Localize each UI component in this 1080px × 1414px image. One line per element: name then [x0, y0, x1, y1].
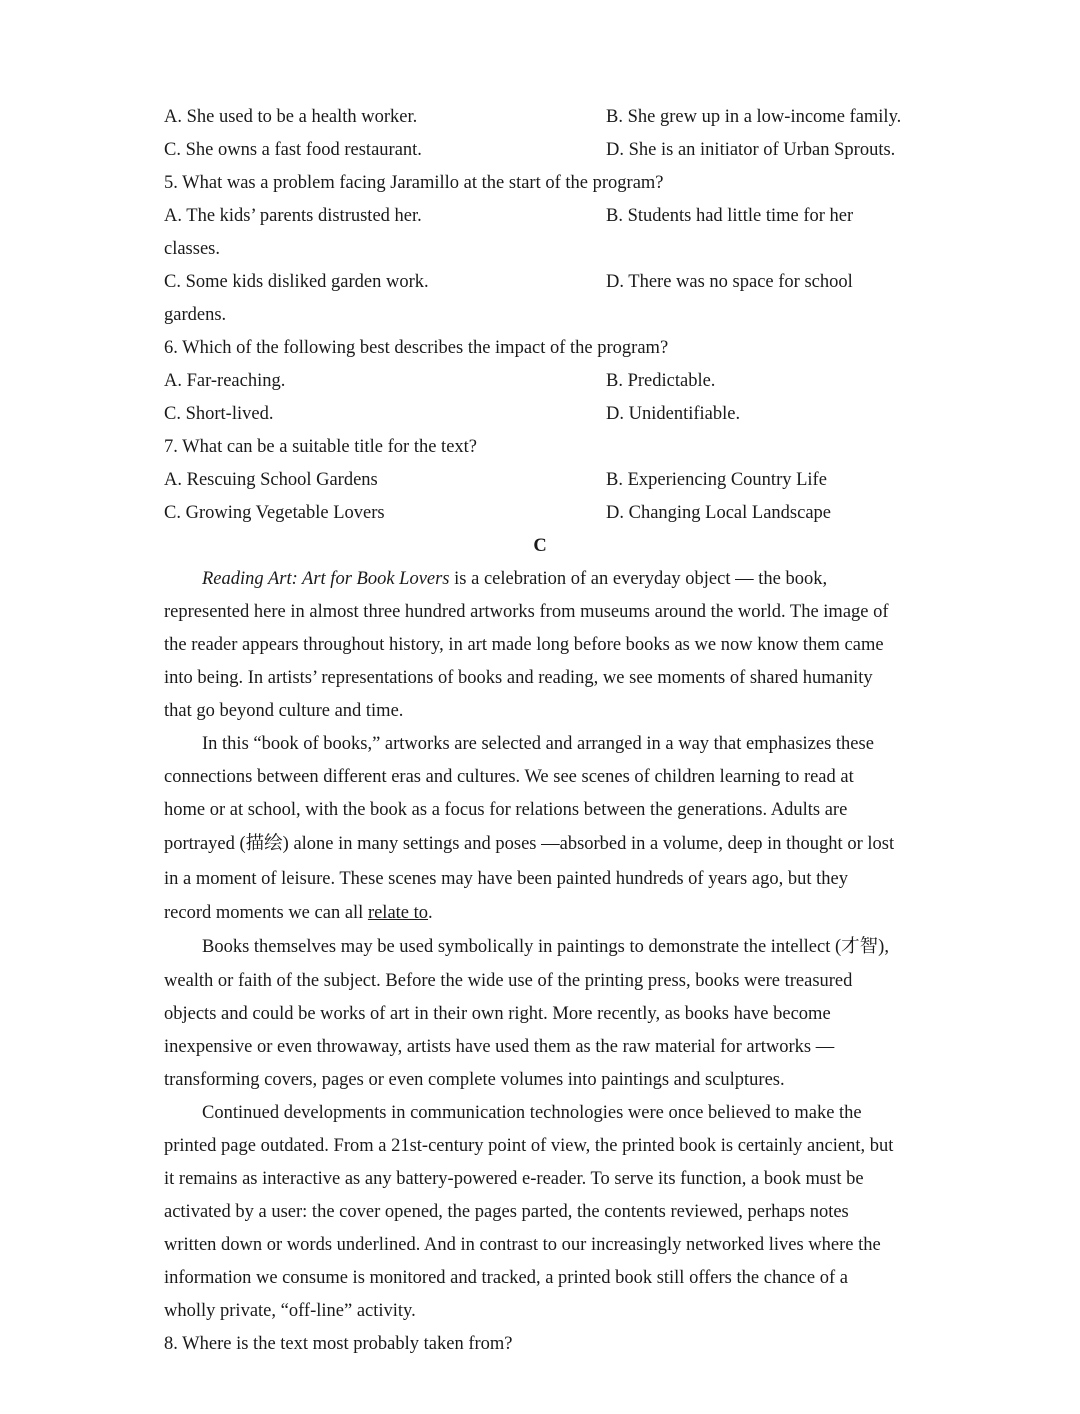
paragraph-line: Books themselves may be used symbolically in paintings to demonstrate the intellect (才智), [202, 937, 889, 957]
paragraph-text: is a celebration of an everyday object — the book, [449, 569, 828, 589]
book-title: Reading Art: Art for Book Lovers [202, 569, 450, 589]
passage-paragraph-1 [164, 563, 916, 728]
q5-option-d-continuation: gardens. [164, 305, 227, 325]
passage-paragraph-2 [164, 728, 916, 930]
paragraph-line: home or at school, with the book as a focus for relations between the generations. Adults are [164, 800, 848, 820]
q5-question: 5. What was a problem facing Jaramillo at the start of the program? [164, 173, 664, 193]
paragraph-line: printed page outdated. From a 21st-century point of view, the printed book is certainly ancient, but [164, 1136, 894, 1156]
q5-option-b-continuation: classes. [164, 239, 220, 259]
q6-option-c: C. Short-lived. [164, 404, 274, 424]
q6-options-row-2 [164, 398, 916, 431]
q4-option-c: C. She owns a fast food restaurant. [164, 140, 422, 160]
paragraph-line: activated by a user: the cover opened, the pages parted, the contents reviewed, perhaps notes [164, 1202, 849, 1222]
paragraph-line: the reader appears throughout history, in art made long before books as we now know them came [164, 635, 884, 655]
paragraph-line: information we consume is monitored and tracked, a printed book still offers the chance of a [164, 1268, 848, 1288]
q4-option-b: B. She grew up in a low-income family. [606, 107, 902, 127]
paragraph-line: wholly private, “off-line” activity. [164, 1301, 416, 1321]
q5-option-c: C. Some kids disliked garden work. [164, 272, 429, 292]
q4-options-row-1 [164, 101, 916, 134]
q5-option-d: D. There was no space for school [606, 272, 853, 292]
q4-options-row-2 [164, 134, 916, 167]
q7-options-row-1 [164, 464, 916, 497]
q8-question: 8. Where is the text most probably taken from? [164, 1334, 513, 1354]
paragraph-line: connections between different eras and cultures. We see scenes of children learning to read at [164, 767, 854, 787]
q7-option-d: D. Changing Local Landscape [606, 503, 832, 523]
q6-options-row-1 [164, 365, 916, 398]
q7-options-row-2 [164, 497, 916, 530]
paragraph-line [164, 897, 916, 930]
q5-option-b: B. Students had little time for her [606, 206, 854, 226]
paragraph-line: In this “book of books,” artworks are selected and arranged in a way that emphasizes these [202, 734, 874, 754]
page-content [164, 101, 916, 1361]
q4-option-a: A. She used to be a health worker. [164, 107, 418, 127]
paragraph-text: record moments we can all [164, 903, 368, 923]
q6-option-d: D. Unidentifiable. [606, 404, 741, 424]
q5-options-row-2 [164, 266, 916, 299]
q5-options-row-1 [164, 200, 916, 233]
q7-option-a: A. Rescuing School Gardens [164, 470, 378, 490]
paragraph-line: into being. In artists’ representations of books and reading, we see moments of shared humanity [164, 668, 873, 688]
q5-option-a: A. The kids’ parents distrusted her. [164, 206, 422, 226]
paragraph-line: that go beyond culture and time. [164, 701, 404, 721]
q6-option-b: B. Predictable. [606, 371, 716, 391]
q4-option-d: D. She is an initiator of Urban Sprouts. [606, 140, 896, 160]
q6-question: 6. Which of the following best describes the impact of the program? [164, 338, 669, 358]
paragraph-line: objects and could be works of art in their own right. More recently, as books have become [164, 1004, 831, 1024]
paragraph-line [164, 563, 916, 596]
paragraph-line: portrayed (描绘) alone in many settings and poses —absorbed in a volume, deep in thought or lost [164, 834, 895, 854]
paragraph-line: it remains as interactive as any battery-powered e-reader. To serve its function, a book must be [164, 1169, 864, 1189]
paragraph-line: wealth or faith of the subject. Before the wide use of the printing press, books were treasured [164, 971, 853, 991]
paragraph-line: represented here in almost three hundred artworks from museums around the world. The image of [164, 602, 889, 622]
q6-option-a: A. Far-reaching. [164, 371, 286, 391]
q7-question: 7. What can be a suitable title for the text? [164, 437, 478, 457]
q7-option-b: B. Experiencing Country Life [606, 470, 827, 490]
passage-paragraph-4 [164, 1097, 916, 1328]
paragraph-line: in a moment of leisure. These scenes may have been painted hundreds of years ago, but they [164, 869, 848, 889]
underlined-phrase: relate to [367, 903, 429, 923]
paragraph-line: Continued developments in communication technologies were once believed to make the [202, 1103, 862, 1123]
passage-paragraph-3 [164, 930, 916, 1097]
paragraph-line: inexpensive or even throwaway, artists have used them as the raw material for artworks — [164, 1037, 835, 1057]
paragraph-text: . [428, 903, 433, 923]
paragraph-line: written down or words underlined. And in contrast to our increasingly networked lives where the [164, 1235, 881, 1255]
paragraph-line: transforming covers, pages or even complete volumes into paintings and sculptures. [164, 1070, 785, 1090]
section-heading: C [533, 536, 547, 556]
q7-option-c: C. Growing Vegetable Lovers [164, 503, 385, 523]
